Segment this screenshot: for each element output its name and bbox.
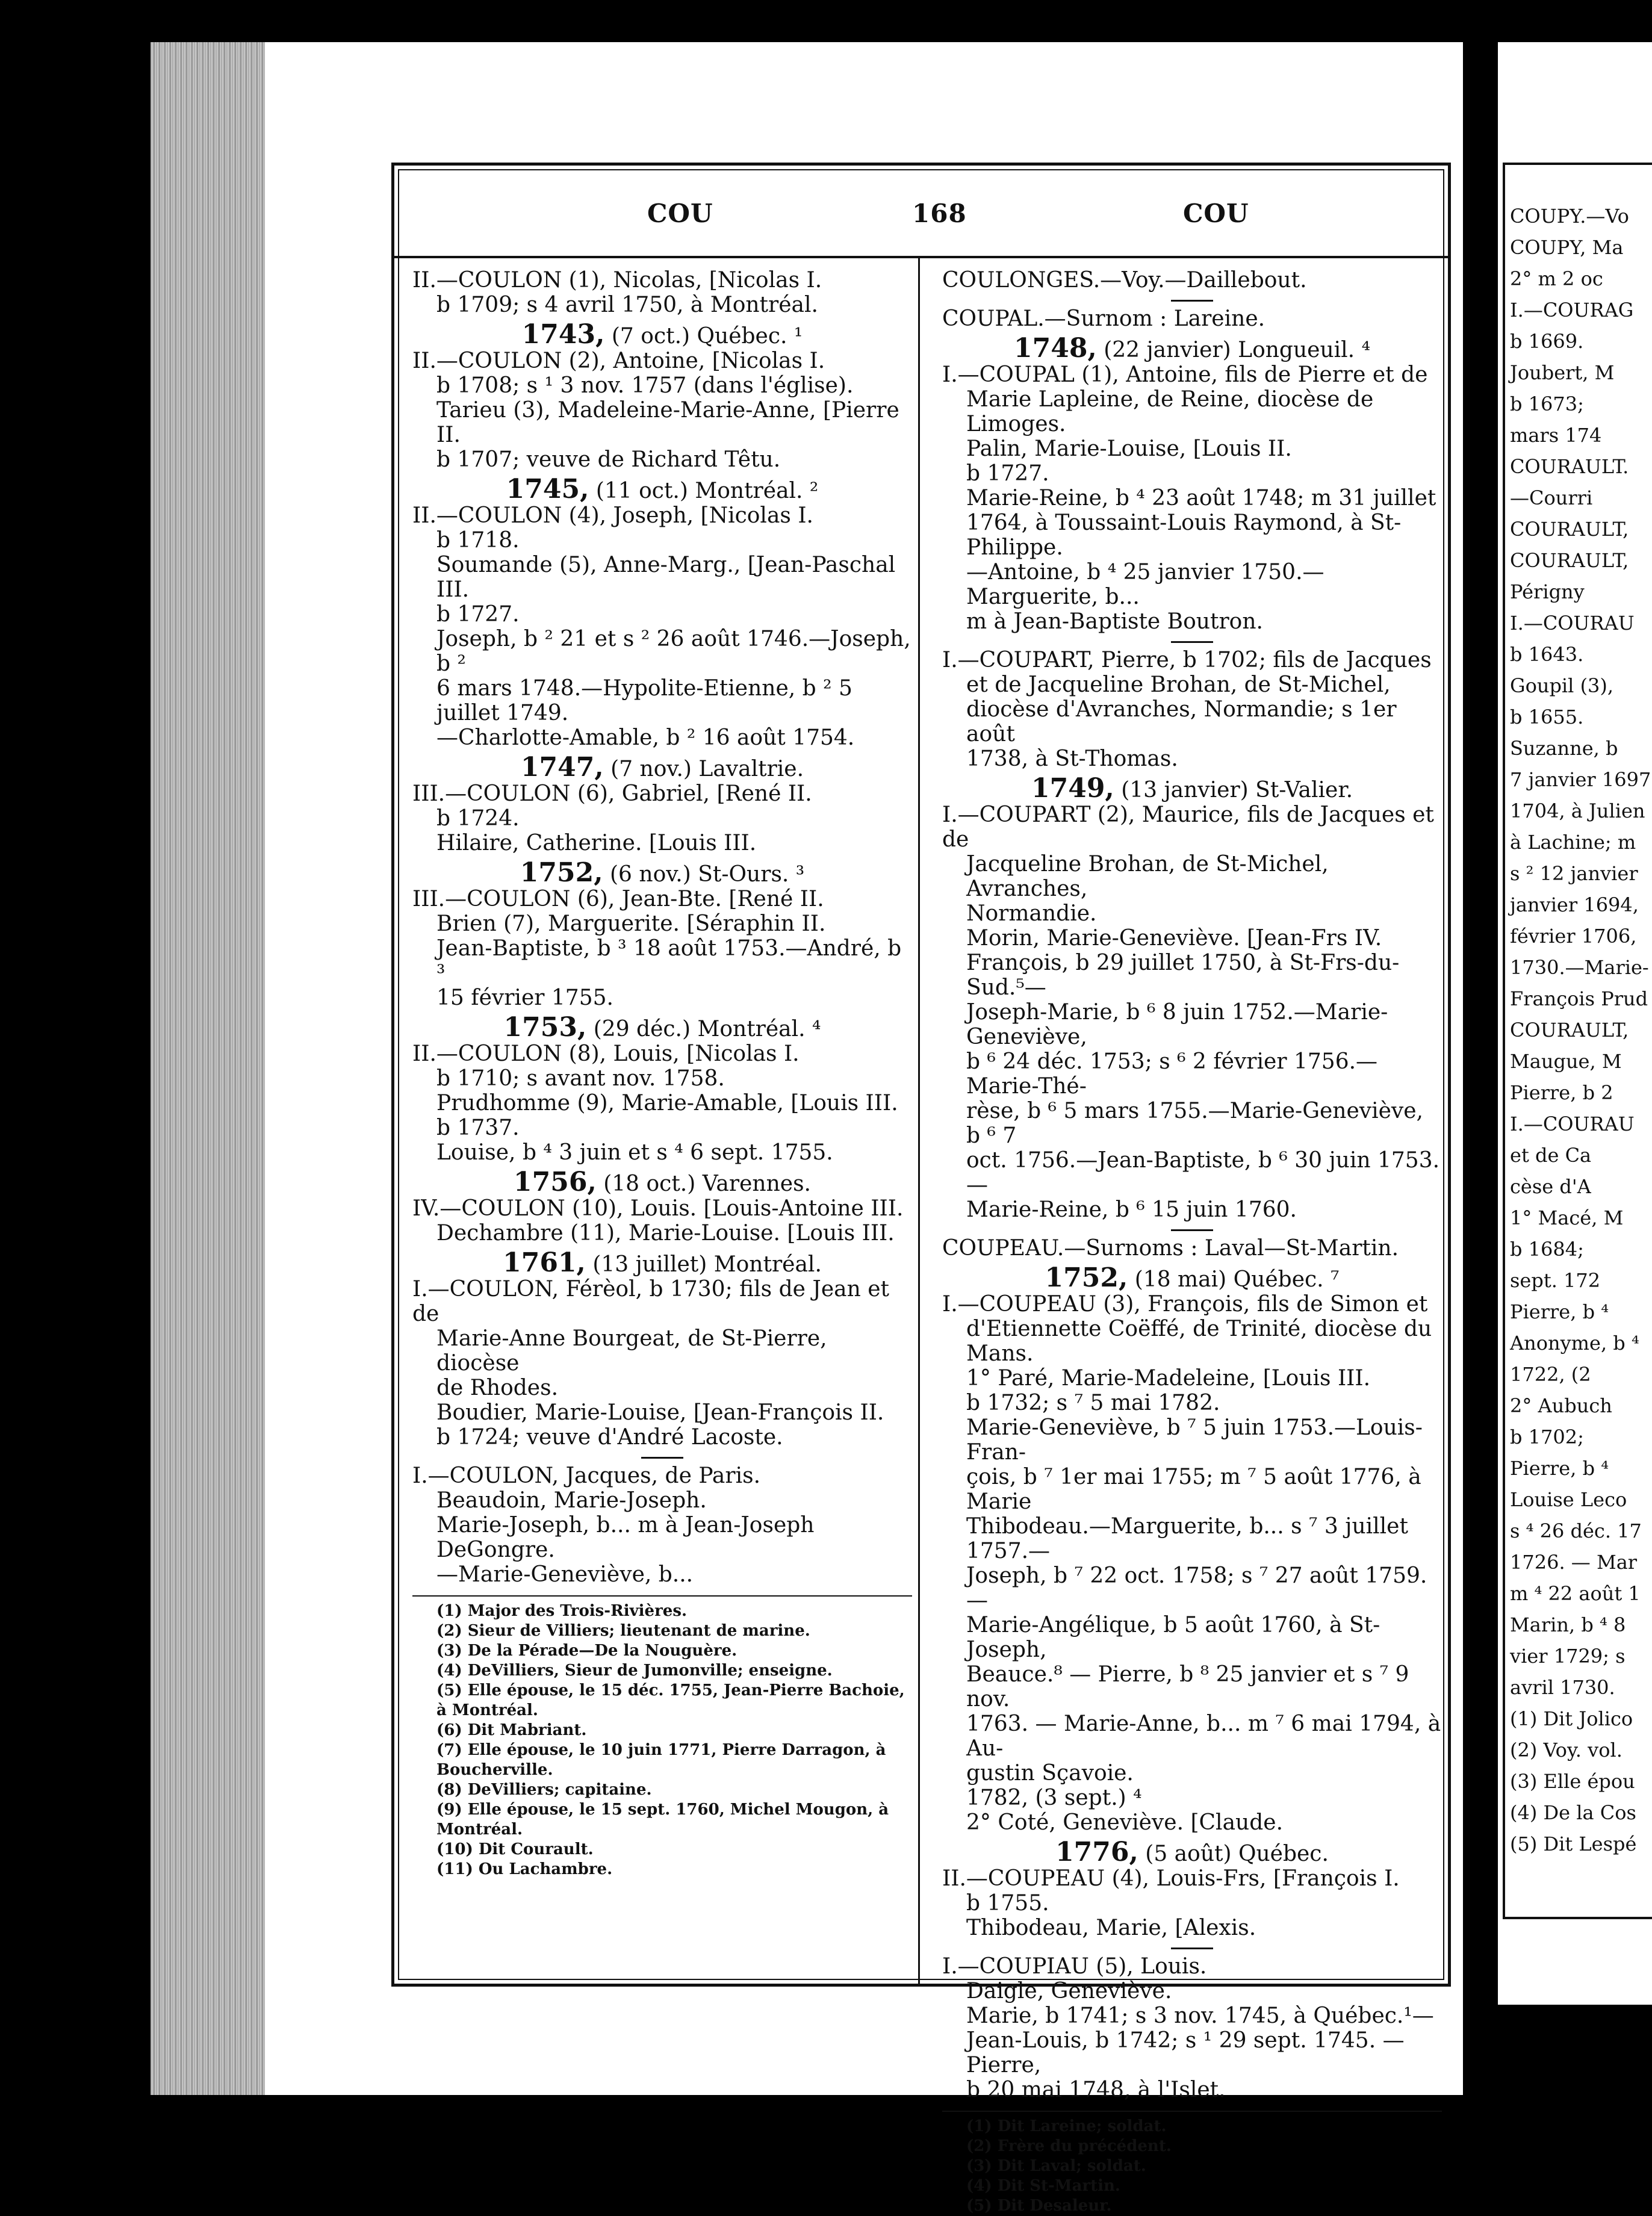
genealogy-entry [412,503,912,750]
entry-line: diocèse d'Avranches, Normandie; s 1er août [966,697,1397,746]
entry-line: oct. 1756.—Jean-Baptiste, b ⁶ 30 juin 1753.— [966,1148,1440,1197]
entry-line: 2° Coté, Geneviève. [Claude. [966,1810,1284,1835]
entry-line: Beaudoin, Marie-Joseph. [436,1488,707,1513]
year-number: 1776, [1055,1837,1138,1867]
genealogy-entry [942,802,1442,1222]
next-page-line: I.—COURAG [1510,299,1634,321]
entry-line: b 1710; s avant nov. 1758. [436,1066,725,1091]
footnote-rule [412,1595,912,1597]
entry-line: Boudier, Marie-Louise, [Jean-François II. [436,1400,884,1425]
footnote: (3) De la Pérade—De la Nouguère. [436,1642,738,1660]
genealogy-entry [942,1954,1442,2102]
next-page-line: b 1643. [1510,643,1584,666]
entry-line: COUPAL.—Surnom : Lareine. [942,306,1265,331]
next-page-line: COURAULT, [1510,518,1629,541]
entry-line: Thibodeau.—Marguerite, b... s ⁷ 3 juillet 1757.— [966,1514,1408,1563]
genealogy-entry [942,268,1442,293]
entry-line: Marie Lapleine, de Reine, diocèse de Limoges. [966,387,1374,436]
next-page-line: (1) Dit Jolico [1510,1707,1633,1730]
year-number: 1743, [521,319,605,350]
genealogy-entry [412,1196,912,1246]
entry-line: François, b 29 juillet 1750, à St-Frs-du-Sud.⁵— [966,951,1400,1000]
year-place: (22 janvier) Longueuil. ⁴ [1096,338,1371,362]
year-heading [942,773,1442,804]
next-page-line: 1722, (2 [1510,1363,1591,1386]
genealogy-entry [942,1292,1442,1835]
entry-line: III.—COULON (6), Jean-Bte. [René II. [412,887,824,911]
genealogy-entry [412,887,912,1010]
year-number: 1752, [1045,1262,1128,1293]
entry-line: I.—COULON, Jacques, de Paris. [412,1463,761,1488]
entry-separator [1171,1948,1213,1949]
genealogy-entry [942,362,1442,634]
year-number: 1752, [520,857,603,888]
entry-line: Mans. [966,1341,1034,1366]
entry-line: çois, b ⁷ 1er mai 1755; m ⁷ 5 août 1776, à Marie [966,1465,1421,1514]
next-page-line: COURAULT, [1510,1019,1629,1041]
entry-line: b 1724. [436,806,520,831]
next-page-line: b 1655. [1510,706,1584,728]
entry-line: I.—COUPAL (1), Antoine, fils de Pierre et de [942,362,1428,387]
entry-line: m à Jean-Baptiste Boutron. [966,609,1263,634]
entry-line: d'Etiennette Coëffé, de Trinité, diocèse du [966,1317,1432,1341]
genealogy-entry [412,781,912,855]
entry-line: Marie-Reine, b ⁶ 15 juin 1760. [966,1197,1297,1222]
entry-line: Brien (7), Marguerite. [Séraphin II. [436,911,826,936]
year-place: (13 juillet) Montréal. [585,1252,822,1277]
entry-line: gustin Sçavoie. [966,1761,1134,1786]
next-page-line: (5) Dit Lespé [1510,1833,1637,1855]
footnote: (3) Dit Laval; soldat. [966,2157,1146,2175]
next-page-line: Pierre, b 2 [1510,1081,1613,1104]
next-page-line: I.—COURAU [1510,1113,1635,1135]
entry-line: 1738, à St-Thomas. [966,746,1178,771]
next-page-line: b 1702; [1510,1426,1584,1448]
genealogy-entry [942,1866,1442,1940]
entry-line: II.—COULON (1), Nicolas, [Nicolas I. [412,268,822,293]
entry-line: II.—COUPEAU (4), Louis-Frs, [François I. [942,1866,1400,1891]
next-page-line: février 1706, [1510,925,1637,948]
entry-separator [1171,1229,1213,1231]
year-heading [942,1262,1442,1293]
next-page-line: I.—COURAU [1510,612,1635,635]
entry-line: I.—COUPIAU (5), Louis. [942,1954,1207,1979]
next-page-line: COUPY.—Vo [1510,205,1629,228]
entry-line: Palin, Marie-Louise, [Louis II. [966,436,1292,461]
next-page-line: 1° Macé, M [1510,1206,1624,1229]
entry-line: b 1737. [436,1116,520,1140]
year-number: 1753, [503,1012,587,1043]
entry-line: b 1732; s ⁷ 5 mai 1782. [966,1391,1220,1415]
entry-line: b 1724; veuve d'André Lacoste. [436,1425,783,1450]
next-page-line: 1726. — Mar [1510,1551,1638,1574]
entry-line: Louise, b ⁴ 3 juin et s ⁴ 6 sept. 1755. [436,1140,833,1165]
year-place: (11 oct.) Montréal. ² [589,479,819,503]
next-page-line: b 1669. [1510,330,1584,353]
year-heading [412,857,912,888]
genealogy-entry [412,268,912,317]
year-number: 1745, [506,474,589,504]
entry-line: Prudhomme (9), Marie-Amable, [Louis III. [436,1091,898,1116]
genealogy-entry [412,1277,912,1450]
year-number: 1747, [520,752,604,783]
entry-line: Marie-Reine, b ⁴ 23 août 1748; m 31 juillet [966,486,1436,511]
next-page-fragment [1498,42,1652,2005]
next-page-line: François Prud [1510,987,1648,1010]
entry-line: Joseph-Marie, b ⁶ 8 juin 1752.—Marie-Geneviève, [966,1000,1388,1049]
footnote: (7) Elle épouse, le 10 juin 1771, Pierre Darragon, à Boucherville. [436,1741,886,1779]
entry-line: COUPEAU.—Surnoms : Laval—St-Martin. [942,1236,1399,1261]
entry-line: IV.—COULON (10), Louis. [Louis-Antoine III. [412,1196,904,1221]
entry-line: b 1708; s ¹ 3 nov. 1757 (dans l'église). [436,373,854,398]
next-page-line: Joubert, M [1510,361,1615,384]
genealogy-entry [412,1041,912,1165]
entry-separator [1171,641,1213,643]
year-place: (18 oct.) Varennes. [596,1172,812,1196]
entry-line: Soumande (5), Anne-Marg., [Jean-Paschal III. [436,553,896,602]
next-page-line: à Lachine; m [1510,831,1636,854]
entry-line: II.—COULON (2), Antoine, [Nicolas I. [412,349,825,373]
genealogy-entry [942,306,1442,331]
footnote: (1) Dit Lareine; soldat. [966,2117,1167,2135]
next-page-line: cèse d'A [1510,1175,1591,1198]
right-column [942,268,1442,2216]
genealogy-entry [942,1236,1442,1261]
year-heading [942,333,1442,364]
entry-line: Morin, Marie-Geneviève. [Jean-Frs IV. [966,926,1382,951]
next-page-line: Suzanne, b [1510,737,1618,760]
next-page-line: Périgny [1510,580,1585,603]
entry-line: III.—COULON (6), Gabriel, [René II. [412,781,812,806]
entry-line: Hilaire, Catherine. [Louis III. [436,831,757,855]
entry-line: b 1727. [436,602,520,627]
year-heading [412,1012,912,1043]
entry-line: et de Jacqueline Brohan, de St-Michel, [966,672,1391,697]
next-page-line: (4) De la Cos [1510,1801,1636,1824]
entry-line: Marie, b 1741; s 3 nov. 1745, à Québec.¹— [966,2003,1434,2028]
entry-line: I.—COUPART, Pierre, b 1702; fils de Jacques [942,648,1432,672]
next-page-line: Louise Leco [1510,1488,1627,1511]
entry-line: Marie-Anne Bourgeat, de St-Pierre, diocèse [436,1326,827,1376]
next-page-line: vier 1729; s [1510,1645,1626,1668]
year-place: (7 oct.) Québec. ¹ [604,324,803,349]
next-page-line: m ⁴ 22 août 1 [1510,1582,1641,1605]
header-left-word: COU [647,199,713,228]
column-divider [918,256,920,1984]
next-page-line: Anonyme, b ⁴ [1510,1332,1639,1355]
year-heading [412,752,912,783]
next-page-line: Maugue, M [1510,1050,1622,1073]
next-page-line: sept. 172 [1510,1269,1601,1292]
entry-separator [1171,300,1213,302]
entry-line: b 1727. [966,461,1049,486]
entry-separator [641,1457,683,1459]
entry-line: Marie-Angélique, b 5 août 1760, à St-Joseph, [966,1613,1380,1662]
entry-line: Beauce.⁸ — Pierre, b ⁸ 25 janvier et s ⁷ 9 nov. [966,1662,1409,1712]
page-edge-stack [151,42,265,2095]
entry-line: II.—COULON (8), Louis, [Nicolas I. [412,1041,800,1066]
entry-line: 15 février 1755. [436,985,613,1010]
footnote: (11) Ou Lachambre. [436,1860,613,1878]
entry-line: —Charlotte-Amable, b ² 16 août 1754. [436,725,855,750]
footnote: (10) Dit Courault. [436,1840,594,1858]
entry-line: Jean-Baptiste, b ³ 18 août 1753.—André, b ³ [436,936,902,985]
entry-line: Thibodeau, Marie, [Alexis. [966,1916,1256,1940]
entry-line: rèse, b ⁶ 5 mars 1755.—Marie-Geneviève, b ⁶ 7 [966,1099,1423,1148]
footnote: (5) Dit Desaleur. [966,2197,1112,2215]
entry-line: 1764, à Toussaint-Louis Raymond, à St-Philippe. [966,511,1402,560]
entry-line: b ⁶ 24 déc. 1753; s ⁶ 2 février 1756.—Marie-Thé- [966,1049,1378,1099]
entry-line: Jacqueline Brohan, de St-Michel, Avranches, [966,852,1329,901]
year-place: (5 août) Québec. [1138,1842,1329,1866]
footnote: (8) DeVilliers; capitaine. [436,1781,652,1799]
entry-line: —Antoine, b ⁴ 25 janvier 1750.—Marguerite, b... [966,560,1324,609]
next-page-line: 2° Aubuch [1510,1394,1612,1417]
footnote: (1) Major des Trois-Rivières. [436,1602,688,1620]
footnote: (4) DeVilliers, Sieur de Jumonville; enseigne. [436,1662,833,1680]
year-heading [942,1837,1442,1867]
next-page-line: Marin, b ⁴ 8 [1510,1613,1626,1636]
next-page-line: (2) Voy. vol. [1510,1739,1622,1761]
year-place: (7 nov.) Lavaltrie. [603,757,804,781]
next-page-line: (3) Elle épou [1510,1770,1635,1793]
entry-line: Jean-Louis, b 1742; s ¹ 29 sept. 1745. — Pierre, [966,2028,1405,2078]
year-number: 1748, [1013,333,1097,364]
entry-line: 1° Paré, Marie-Madeleine, [Louis III. [966,1366,1371,1391]
entry-line: —Marie-Geneviève, b... [436,1562,694,1587]
year-place: (18 mai) Québec. ⁷ [1128,1267,1340,1292]
next-page-line: COURAULT. [1510,455,1629,478]
genealogy-entry [412,349,912,472]
header-right-word: COU [1183,199,1249,228]
next-page-line: 1730.—Marie- [1510,956,1649,979]
entry-line: Daigle, Geneviève. [966,1979,1172,2003]
year-heading [412,319,912,350]
entry-line: I.—COUPEAU (3), François, fils de Simon et [942,1292,1428,1317]
next-page-line: s ⁴ 26 déc. 17 [1510,1519,1642,1542]
footnote: (5) Elle épouse, le 15 déc. 1755, Jean-Pierre Bachoie, à Montréal. [436,1681,905,1719]
next-page-line: Pierre, b ⁴ [1510,1300,1609,1323]
next-page-line: mars 174 [1510,424,1602,447]
footnote: (2) Frère du précédent. [966,2137,1172,2155]
entry-line: b 1707; veuve de Richard Têtu. [436,447,781,472]
footnote: (2) Sieur de Villiers; lieutenant de marine. [436,1622,810,1640]
entry-line: Joseph, b ⁷ 22 oct. 1758; s ⁷ 27 août 1759.— [966,1563,1427,1613]
entry-line: b 1755. [966,1891,1049,1916]
footnote: (4) Dit St-Martin. [966,2177,1120,2195]
entry-line: Dechambre (11), Marie-Louise. [Louis III. [436,1221,895,1246]
next-page-line: avril 1730. [1510,1676,1615,1699]
year-place: (13 janvier) St-Valier. [1114,778,1353,802]
entry-line: 1782, (3 sept.) ⁴ [966,1786,1142,1810]
next-page-line: janvier 1694, [1510,893,1639,916]
next-page-line: Goupil (3), [1510,674,1614,697]
entry-line: de Rhodes. [436,1376,559,1400]
entry-line: Normandie. [966,901,1097,926]
year-number: 1761, [503,1247,586,1278]
next-page-line: s ² 12 janvier [1510,862,1638,885]
year-number: 1749, [1031,773,1114,804]
next-page-line: Pierre, b ⁴ [1510,1457,1609,1480]
next-page-line: et de Ca [1510,1144,1592,1167]
left-column [412,268,912,1879]
entry-line: b 1709; s 4 avril 1750, à Montréal. [436,293,818,317]
next-page-line: COUPY, Ma [1510,236,1624,259]
year-number: 1756, [513,1167,597,1197]
entry-line: Joseph, b ² 21 et s ² 26 août 1746.—Joseph, b ² [436,627,911,676]
entry-line: I.—COULON, Férèol, b 1730; fils de Jean et de [412,1277,889,1326]
entry-line: Tarieu (3), Madeleine-Marie-Anne, [Pierre II. [436,398,899,447]
next-page-line: 7 janvier 1697 [1510,768,1651,791]
footnote: (6) Dit Mabriant. [436,1721,587,1739]
next-page-line: —Courri [1510,486,1593,509]
next-page-line: 2° m 2 oc [1510,267,1603,290]
entry-line: COULONGES.—Voy.—Daillebout. [942,268,1307,293]
footnote-rule [942,2111,1442,2112]
entry-line: b 20 mai 1748, à l'Islet. [966,2078,1226,2102]
genealogy-entry [942,648,1442,771]
entry-line: I.—COUPART (2), Maurice, fils de Jacques et de [942,802,1434,852]
year-heading [412,474,912,504]
year-place: (6 nov.) St-Ours. ³ [603,862,805,887]
entry-line: 6 mars 1748.—Hypolite-Etienne, b ² 5 juillet 1749. [436,676,852,725]
next-page-line: b 1684; [1510,1238,1584,1261]
page-frame [391,163,1451,2215]
next-page-line: b 1673; [1510,393,1584,415]
entry-line: Marie-Geneviève, b ⁷ 5 juin 1753.—Louis-Fran- [966,1415,1423,1465]
entry-line: b 1718. [436,528,520,553]
entry-line: 1763. — Marie-Anne, b... m ⁷ 6 mai 1794, à Au- [966,1712,1441,1761]
entry-line: Marie-Joseph, b... m à Jean-Joseph DeGongre. [436,1513,815,1562]
page-number: 168 [912,199,967,228]
year-heading [412,1247,912,1278]
footnote: (9) Elle épouse, le 15 sept. 1760, Michel Mougon, à Montréal. [436,1801,889,1839]
running-header [394,166,1448,258]
next-page-line: COURAULT, [1510,549,1629,572]
year-place: (29 déc.) Montréal. ⁴ [586,1017,821,1041]
genealogy-entry [412,1463,912,1587]
entry-line: II.—COULON (4), Joseph, [Nicolas I. [412,503,813,528]
year-heading [412,1167,912,1197]
next-page-line: 1704, à Julien [1510,799,1645,822]
